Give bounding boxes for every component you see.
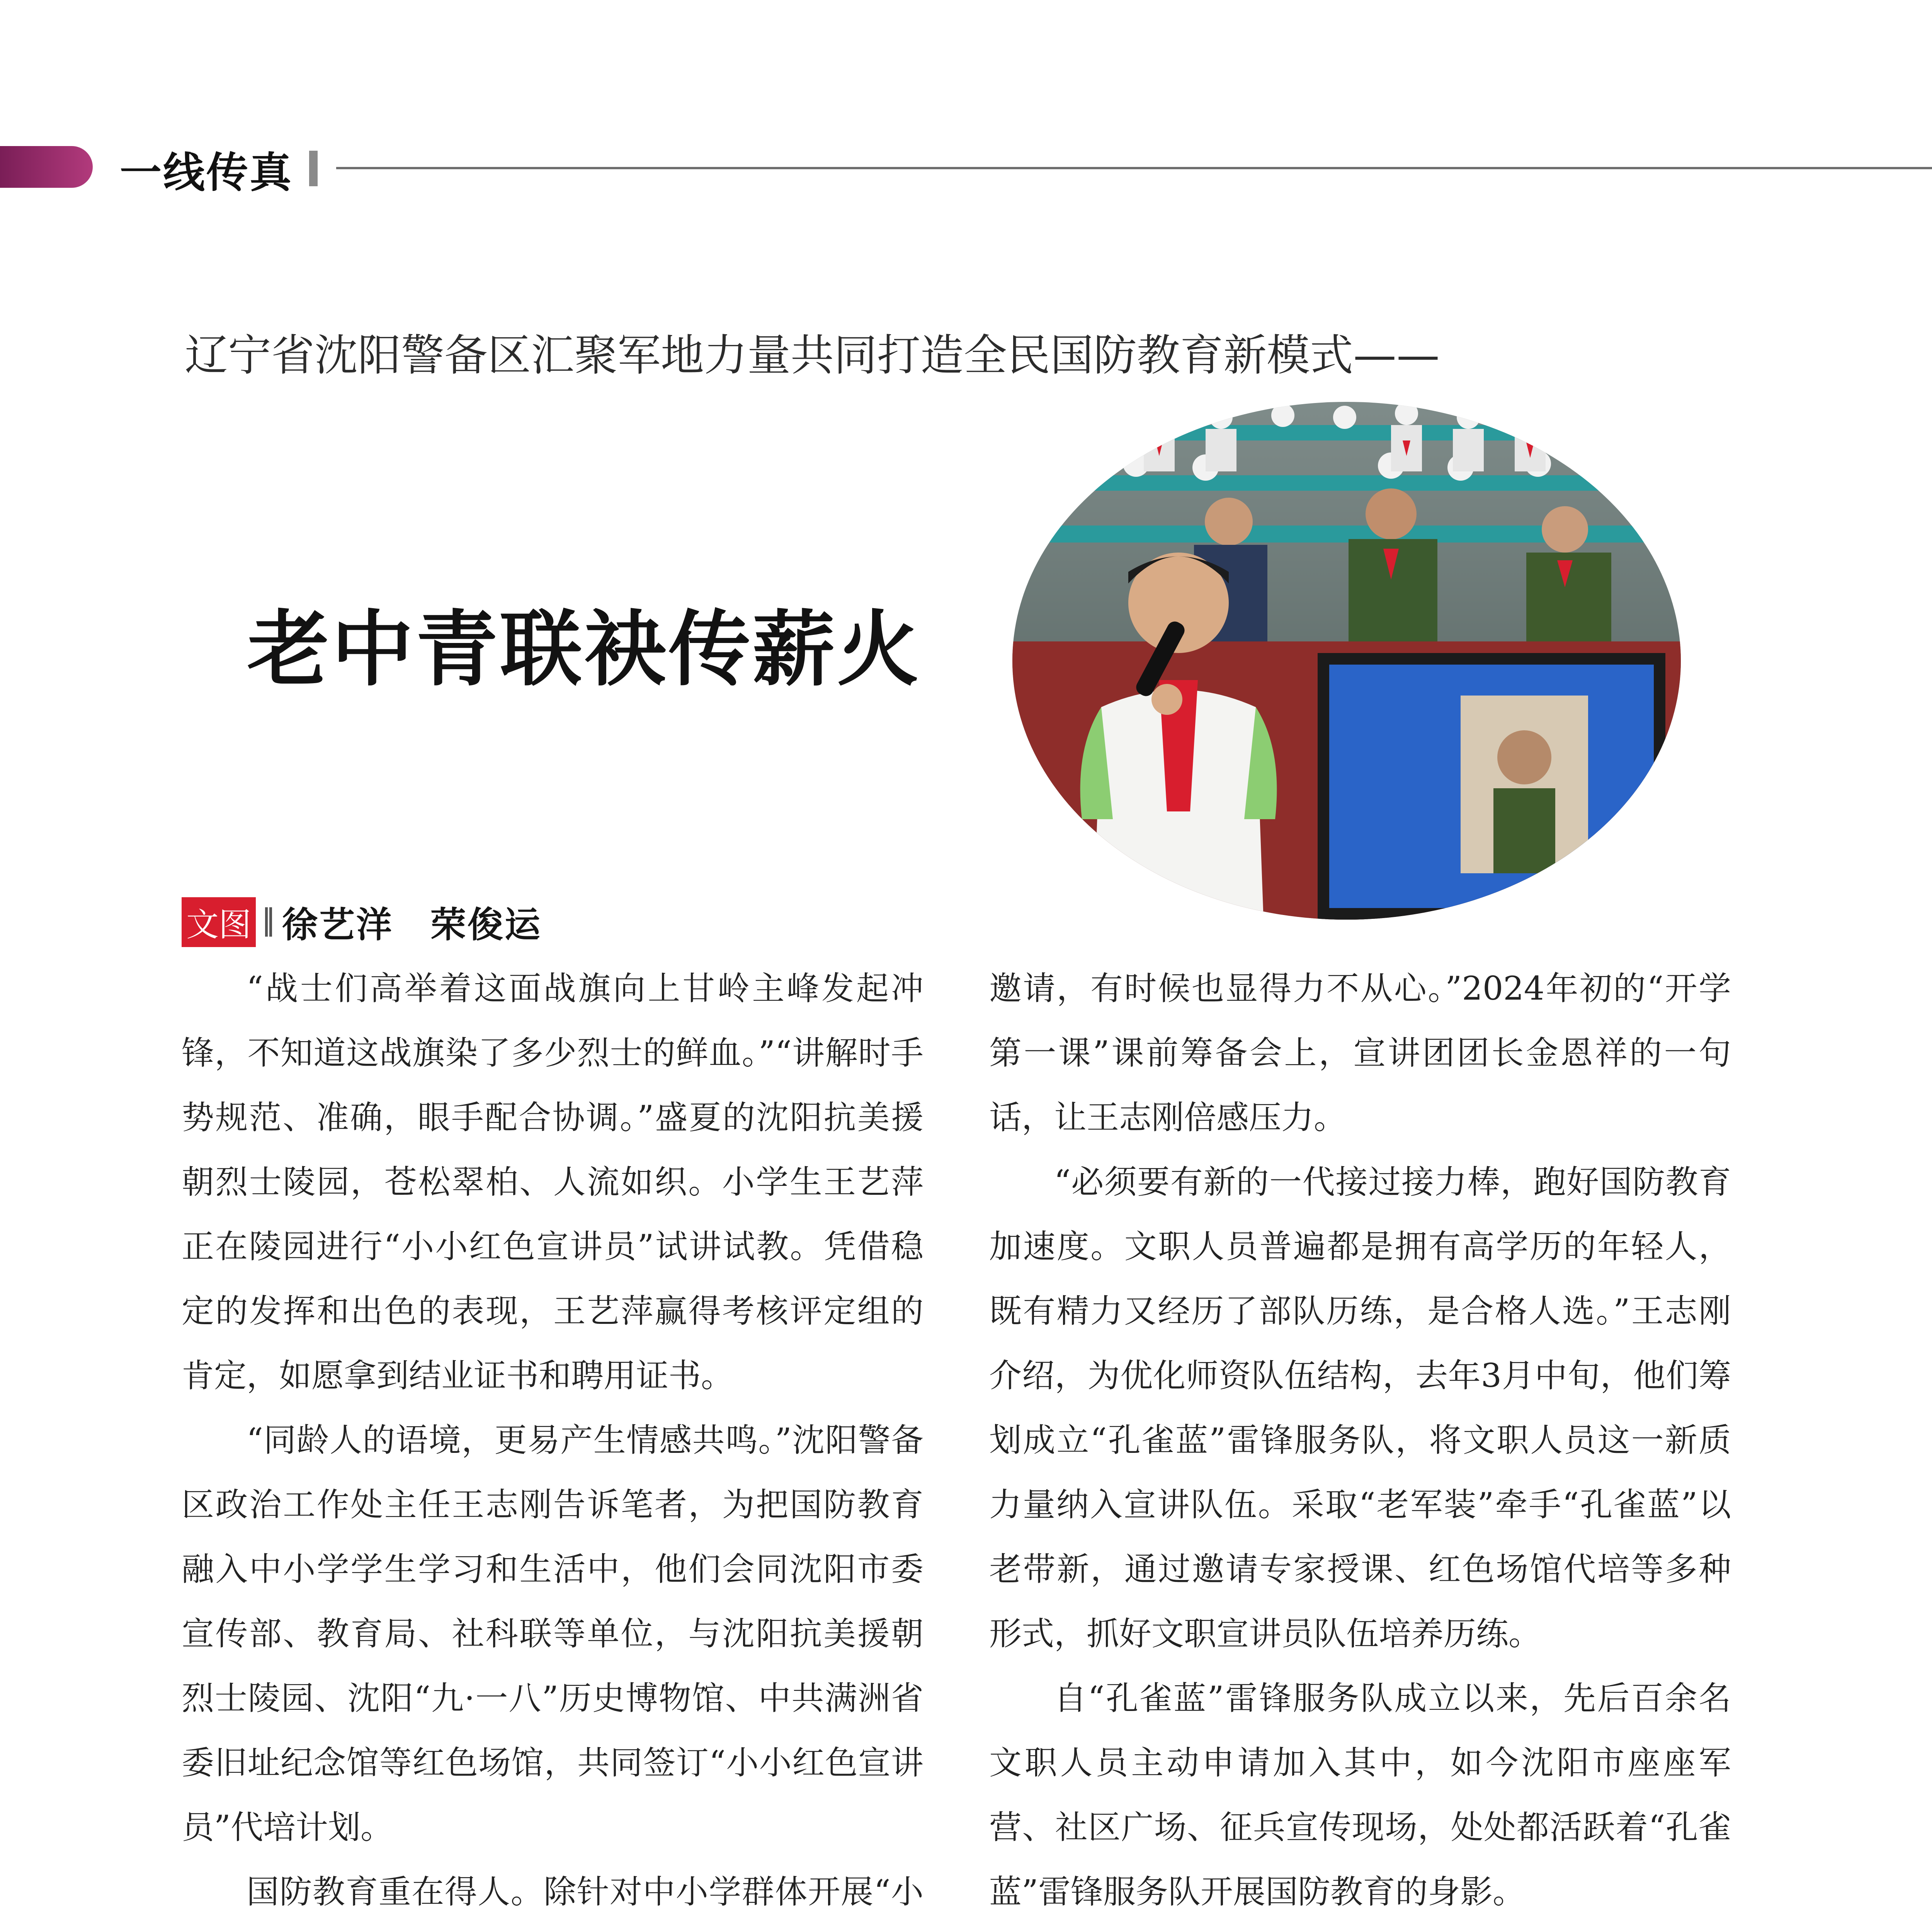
article-paragraph: 国防教育重在得人。除针对中小学群体开展“小	[247, 1873, 923, 1911]
section-divider-bar	[309, 151, 318, 186]
article-paragraph: 自“孔雀蓝”雷锋服务队成立以来，先后百余名文职人员主动申请加入其中，如今沈阳市座座军营、社区广场、征兵宣传现场，处处都活跃着“孔雀蓝”雷锋服务队开展国防教育的身影。	[989, 1679, 1731, 1911]
header-rule	[336, 167, 1932, 169]
article-column-right	[989, 956, 1731, 1932]
byline	[182, 896, 542, 946]
article-headline: 老中青联袂传薪火	[247, 602, 921, 697]
article-paragraph: 邀请，有时候也显得力不从心。”2024年初的“开学第一课”课前筹备会上，宣讲团团长金恩祥的一句话，让王志刚倍感压力。	[989, 969, 1731, 1136]
byline-separator	[265, 907, 272, 937]
byline-tag: 文图	[182, 897, 256, 947]
article-column-left	[182, 956, 923, 1932]
byline-authors: 徐艺洋 荣俊运	[282, 904, 542, 946]
article-paragraph	[989, 1924, 1731, 1932]
article-paragraph: “必须要有新的一代接过接力棒，跑好国防教育加速度。文职人员普遍都是拥有高学历的年轻人，既有精力又经历了部队历练，是合格人选。”王志刚介绍，为优化师资队伍结构，去年3月中旬，他们筹划成立“孔雀蓝”雷锋服务队，将文职人员这一新质力量纳入宣讲队伍。采取“老军装”牵手“孔雀蓝”以老带新，通过邀请专家授课、红色场馆代培等多种形式，抓好文职宣讲员队伍培养历练。	[989, 1163, 1731, 1653]
students-at-lecture-photo	[1012, 402, 1681, 920]
article-paragraph: “同龄人的语境，更易产生情感共鸣。”沈阳警备区政治工作处主任王志刚告诉笔者，为把国防教育融入中小学学生学习和生活中，他们会同沈阳市委宣传部、教育局、社科联等单位，与沈阳抗美援朝烈士陵园、沈阳“九·一八”历史博物馆、中共满洲省委旧址纪念馆等红色场馆，共同签订“小小红色宣讲员”代培计划。	[182, 1421, 923, 1846]
section-title: 一线传真	[120, 149, 293, 197]
monitor-video-call	[1318, 653, 1665, 920]
article-kicker: 辽宁省沈阳警备区汇聚军地力量共同打造全民国防教育新模式——	[185, 330, 1440, 381]
section-tab-marker	[0, 146, 93, 188]
article-paragraph: “战士们高举着这面战旗向上甘岭主峰发起冲锋，不知道这战旗染了多少烈士的鲜血。”“讲解时手势规范、准确，眼手配合协调。”盛夏的沈阳抗美援朝烈士陵园，苍松翠柏、人流如织。小学生王艺萍正在陵园进行“小小红色宣讲员”试讲试教。凭借稳定的发挥和出色的表现，王艺萍赢得考核评定组的肯定，如愿拿到结业证书和聘用证书。	[182, 969, 923, 1395]
